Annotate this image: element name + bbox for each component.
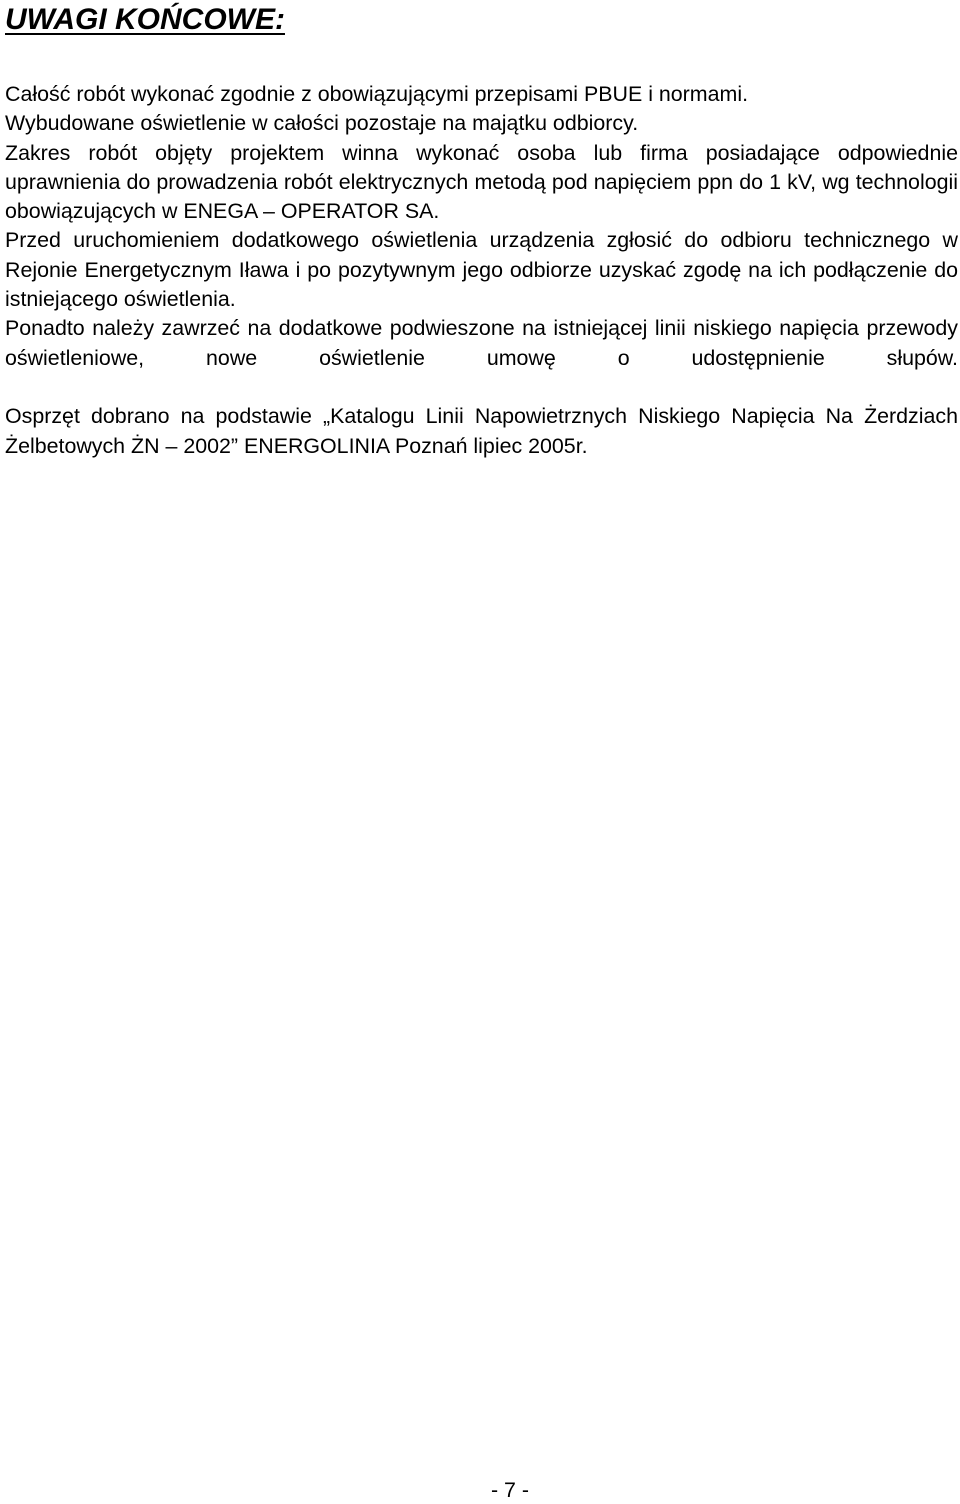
paragraph-agreement: Ponadto należy zawrzeć na dodatkowe podwieszone na istniejącej linii niskiego napięcia przewody oświetleniowe, nowe oświetlenie umowę o udostępnienie słupów. <box>5 316 958 370</box>
page-number: - 7 - <box>490 1478 530 1502</box>
paragraph-acceptance: Przed uruchomieniem dodatkowego oświetlenia urządzenia zgłosić do odbioru technicznego w Rejonie Energetycznym Iława i po pozytywnym jego odbiorze uzyskać zgodę na ich podłączenie do istniejącego oświetlenia. <box>5 228 958 312</box>
section-heading: UWAGI KOŃCOWE: <box>5 3 285 36</box>
paragraph-equipment-source: Osprzęt dobrano na podstawie „Katalogu Linii Napowietrznych Niskiego Napięcia Na Żerdziach Żelbetowych ŻN – 2002” ENERGOLINIA Poznań lipiec 2005r. <box>5 404 958 458</box>
document-body <box>5 80 958 461</box>
paragraph-completion-rules: Całość robót wykonać zgodnie z obowiązującymi przepisami PBUE i normami. <box>5 82 749 106</box>
paragraph-ownership: Wybudowane oświetlenie w całości pozostaje na majątku odbiorcy. <box>5 111 639 136</box>
paragraph-scope-of-work: Zakres robót objęty projektem winna wykonać osoba lub firma posiadające odpowiednie uprawnienia do prowadzenia robót elektrycznych metodą pod napięciem ppn do 1 kV, wg technologii obowiązujących w ENEGA – OPERATOR SA. <box>5 140 958 224</box>
paragraph-spacer <box>5 373 958 402</box>
document-page <box>5 0 958 1503</box>
